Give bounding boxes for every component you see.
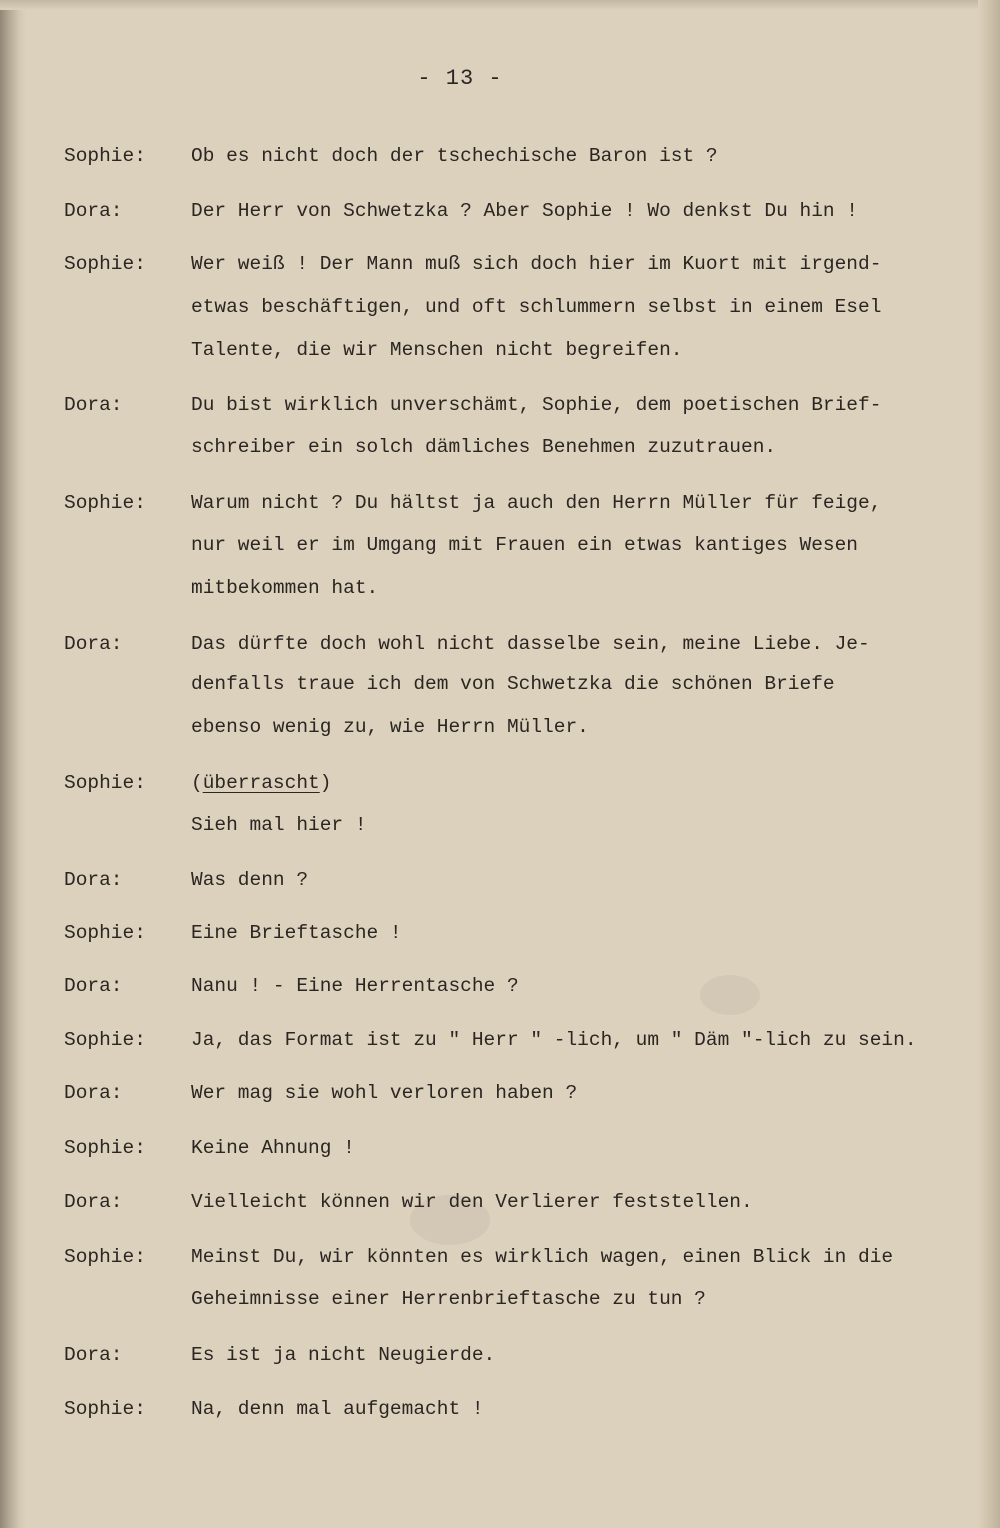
speaker-name: Dora: [64, 975, 123, 997]
speaker-name: Sophie: [64, 253, 146, 275]
speaker-name: Dora: [64, 394, 123, 416]
dialogue-text: Warum nicht ? Du hältst ja auch den Herrn Müller für feige, [191, 492, 882, 514]
stage-direction-open: ( [191, 772, 203, 794]
dialogue-line [0, 1340, 1000, 1370]
dialogue-line [0, 629, 1000, 659]
dialogue-text: etwas beschäftigen, und oft schlummern selbst in einem Esel [191, 296, 882, 318]
speaker-name: Sophie: [64, 1398, 146, 1420]
dialogue-text: Ob es nicht doch der tschechische Baron ist ? [191, 145, 718, 167]
speaker-name: Dora: [64, 1191, 123, 1213]
dialogue-line [0, 810, 1000, 840]
dialogue-text: denfalls traue ich dem von Schwetzka die schönen Briefe [191, 673, 835, 695]
dialogue-line [0, 196, 1000, 226]
dialogue-line [0, 390, 1000, 420]
page-number: - 13 - [417, 66, 503, 91]
dialogue-line [0, 768, 1000, 798]
dialogue-line [0, 432, 1000, 462]
speaker-name: Dora: [64, 869, 123, 891]
speaker-name: Sophie: [64, 1029, 146, 1051]
dialogue-line [0, 1394, 1000, 1424]
dialogue-line [0, 488, 1000, 518]
speaker-name: Sophie: [64, 145, 146, 167]
stage-direction-text: überrascht [202, 772, 320, 794]
dialogue-line [0, 573, 1000, 603]
dialogue-text: Talente, die wir Menschen nicht begreifen. [191, 339, 683, 361]
dialogue-text: Du bist wirklich unverschämt, Sophie, dem poetischen Brief- [191, 394, 882, 416]
speaker-name: Dora: [64, 1344, 123, 1366]
dialogue-line [0, 292, 1000, 322]
dialogue-line [0, 1242, 1000, 1272]
dialogue-text: Wer weiß ! Der Mann muß sich doch hier im Kuort mit irgend- [191, 253, 882, 275]
dialogue-text: Ja, das Format ist zu " Herr " -lich, um " Däm "-lich zu sein. [191, 1029, 917, 1051]
dialogue-line [0, 141, 1000, 171]
dialogue-line [0, 249, 1000, 279]
page-top-edge [0, 0, 1000, 10]
dialogue-text: Keine Ahnung ! [191, 1137, 355, 1159]
dialogue-text: schreiber ein solch dämliches Benehmen zuzutrauen. [191, 436, 777, 458]
dialogue-text: Nanu ! - Eine Herrentasche ? [191, 975, 519, 997]
dialogue-line [0, 712, 1000, 742]
speaker-name: Sophie: [64, 922, 146, 944]
dialogue-line [0, 918, 1000, 948]
dialogue-line [0, 1025, 1000, 1055]
dialogue-text: Der Herr von Schwetzka ? Aber Sophie ! Wo denkst Du hin ! [191, 200, 859, 222]
dialogue-line [0, 1078, 1000, 1108]
dialogue-line [0, 669, 1000, 699]
dialogue-text: nur weil er im Umgang mit Frauen ein etwas kantiges Wesen [191, 534, 859, 556]
speaker-name: Dora: [64, 1082, 123, 1104]
dialogue-line [0, 865, 1000, 895]
dialogue-text: Geheimnisse einer Herrenbrieftasche zu tun ? [191, 1288, 706, 1310]
speaker-name: Sophie: [64, 772, 146, 794]
speaker-name: Sophie: [64, 492, 146, 514]
dialogue-text: mitbekommen hat. [191, 577, 379, 599]
dialogue-line [0, 971, 1000, 1001]
dialogue-text: Na, denn mal aufgemacht ! [191, 1398, 484, 1420]
speaker-name: Dora: [64, 633, 123, 655]
dialogue-text: Vielleicht können wir den Verlierer feststellen. [191, 1191, 753, 1213]
dialogue-line [0, 1187, 1000, 1217]
dialogue-text: Was denn ? [191, 869, 309, 891]
dialogue-line [0, 1133, 1000, 1163]
dialogue-text: Wer mag sie wohl verloren haben ? [191, 1082, 578, 1104]
dialogue-line [0, 1284, 1000, 1314]
dialogue-text: Sieh mal hier ! [191, 814, 367, 836]
dialogue-text: Eine Brieftasche ! [191, 922, 402, 944]
stage-direction [191, 768, 331, 798]
dialogue-text: Das dürfte doch wohl nicht dasselbe sein, meine Liebe. Je- [191, 633, 870, 655]
dialogue-text: Es ist ja nicht Neugierde. [191, 1344, 496, 1366]
dialogue-text: Meinst Du, wir könnten es wirklich wagen, einen Blick in die [191, 1246, 894, 1268]
dialogue-text: ebenso wenig zu, wie Herrn Müller. [191, 716, 589, 738]
speaker-name: Sophie: [64, 1137, 146, 1159]
dialogue-line [0, 335, 1000, 365]
dialogue-line [0, 530, 1000, 560]
speaker-name: Sophie: [64, 1246, 146, 1268]
speaker-name: Dora: [64, 200, 123, 222]
stage-direction-close: ) [319, 772, 332, 794]
